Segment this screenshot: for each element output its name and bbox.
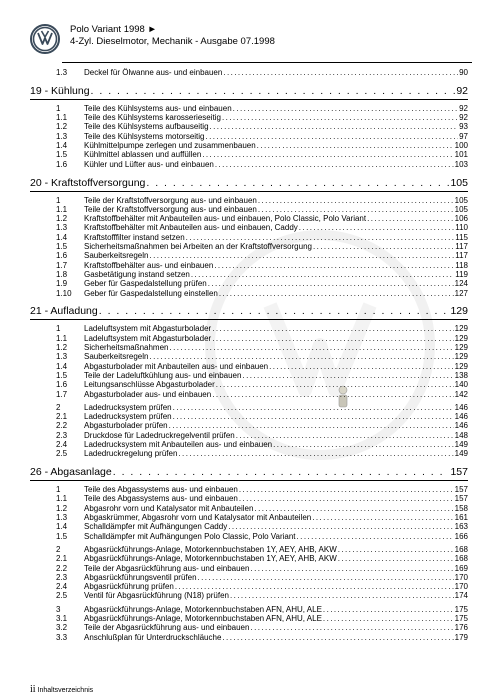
entry-page-number: 129 xyxy=(454,324,468,334)
entry-number: 2.1 xyxy=(56,412,68,422)
leader-dots xyxy=(297,532,454,541)
entry-title: Ladeluftsystem mit Abgasturbolader xyxy=(84,324,212,334)
entry-number: 1.2 xyxy=(56,122,68,132)
entry-title: Teile des Kühlsystems motorseitig xyxy=(84,131,205,141)
chapter-title: 19 - Kühlung xyxy=(30,84,90,97)
toc-entry[interactable] xyxy=(30,150,468,159)
leader-dots xyxy=(149,251,454,260)
toc-entry[interactable] xyxy=(30,513,468,522)
entry-page-number: 129 xyxy=(454,352,468,362)
leader-dots xyxy=(367,214,454,223)
chapter-page-number: 157 xyxy=(450,466,468,479)
toc-entry[interactable] xyxy=(30,68,468,77)
entry-number: 3 xyxy=(56,604,61,614)
leader-dots xyxy=(149,352,453,361)
entry-title: Sauberkeitsregeln xyxy=(84,251,149,261)
entry-title: Abgasrückführung prüfen xyxy=(84,582,174,592)
toc-entry[interactable] xyxy=(30,380,468,389)
toc-entry[interactable] xyxy=(30,440,468,449)
entry-title: Teile des Kühlsystems aus- und einbauen xyxy=(84,103,232,113)
leader-dots xyxy=(206,132,459,141)
entry-page-number: 149 xyxy=(454,439,468,449)
entry-page-number: 119 xyxy=(455,269,468,279)
toc-chapter[interactable] xyxy=(30,177,468,189)
entry-title: Teile der Ladeluftkühlung aus- und einbauen xyxy=(84,370,242,380)
toc-entry[interactable] xyxy=(30,532,468,541)
toc-entry[interactable] xyxy=(30,494,468,503)
chapter-title: 20 - Kraftstoffversorgung xyxy=(30,176,146,189)
header-subtitle: 4-Zyl. Dieselmotor, Mechanik - Ausgabe 07.1998 xyxy=(70,36,275,47)
entry-title: Abgasturbolader aus- und einbauen xyxy=(84,389,212,399)
entry-page-number: 129 xyxy=(454,361,468,371)
entry-number: 1.10 xyxy=(56,288,72,298)
entry-page-number: 170 xyxy=(454,572,468,582)
entry-number: 1.2 xyxy=(56,214,68,224)
leader-dots xyxy=(178,449,453,458)
toc-entry[interactable] xyxy=(30,485,468,494)
entry-title: Kraftstoffbehälter mit Anbauteilen aus- und einbauen, Polo Classic, Polo Variant xyxy=(84,214,367,224)
toc-entry[interactable] xyxy=(30,214,468,223)
toc-entry[interactable] xyxy=(30,261,468,270)
leader-dots xyxy=(219,289,454,298)
toc-entry[interactable] xyxy=(30,504,468,513)
entry-title: Kraftstofffilter instand setzen xyxy=(84,232,185,242)
entry-page-number: 115 xyxy=(455,232,468,242)
entry-number: 1.1 xyxy=(56,113,68,123)
entry-title: Abgasrückführungs-Anlage, Motorkennbuchstaben AFN, AHU, ALE xyxy=(84,604,322,614)
leader-dots xyxy=(228,522,453,531)
entry-number: 1.6 xyxy=(56,159,68,169)
entry-title: Deckel für Ölwanne aus- und einbauen xyxy=(84,68,223,77)
toc-chapter[interactable] xyxy=(30,466,468,478)
entry-number: 2 xyxy=(56,402,61,412)
toc-entry[interactable] xyxy=(30,449,468,458)
table-of-contents xyxy=(30,68,468,642)
entry-title: Kühlmittel ablassen und auffüllen xyxy=(84,150,202,160)
entry-page-number: 106 xyxy=(454,214,468,224)
toc-entry[interactable] xyxy=(30,564,468,573)
entry-title: Teile der Abgasrückführung aus- und einbauen xyxy=(84,623,250,633)
entry-page-number: 163 xyxy=(454,522,468,532)
entry-page-number: 92 xyxy=(459,103,468,113)
header-model-title: Polo Variant 1998 ► xyxy=(70,24,157,35)
entry-number: 1 xyxy=(56,195,61,205)
entry-number: 2.1 xyxy=(56,554,68,564)
page-footer xyxy=(30,685,93,695)
entry-title: Geber für Gaspedalstellung prüfen xyxy=(84,279,207,289)
entry-page-number: 140 xyxy=(454,380,468,390)
entry-number: 2.3 xyxy=(56,572,68,582)
entry-page-number: 174 xyxy=(454,591,468,601)
entry-page-number: 124 xyxy=(454,279,468,289)
entry-page-number: 175 xyxy=(454,614,468,624)
entry-page-number: 168 xyxy=(454,554,468,564)
entry-number: 1.7 xyxy=(56,260,68,270)
toc-entry[interactable] xyxy=(30,623,468,632)
leader-dots xyxy=(173,403,454,412)
leader-dots xyxy=(91,85,456,97)
entry-page-number: 110 xyxy=(455,223,468,233)
entry-number: 1.5 xyxy=(56,150,68,160)
leader-dots xyxy=(257,141,454,150)
entry-page-number: 175 xyxy=(454,604,468,614)
entry-page-number: 166 xyxy=(454,531,468,541)
entry-page-number: 100 xyxy=(454,141,468,151)
entry-title: Kühler und Lüfter aus- und einbauen xyxy=(84,159,214,169)
entry-page-number: 149 xyxy=(454,449,468,459)
entry-number: 1 xyxy=(56,324,61,334)
entry-number: 1 xyxy=(56,103,61,113)
entry-title: Abgasrohr vorn und Katalysator mit Anbauteilen xyxy=(84,503,254,513)
toc-entry[interactable] xyxy=(30,431,468,440)
toc-entry[interactable] xyxy=(30,289,468,298)
leader-dots xyxy=(198,573,454,582)
vw-logo xyxy=(30,24,60,54)
entry-title: Schalldämpfer mit Aufhängungen Polo Classic, Polo Variant xyxy=(84,531,296,541)
entry-page-number: 157 xyxy=(454,485,468,495)
entry-title: Abgaskrümmer, Abgasrohr vorn und Katalysator mit Anbauteilen xyxy=(84,513,312,523)
leader-dots xyxy=(239,494,454,503)
entry-number: 1.2 xyxy=(56,343,68,353)
entry-number: 2.5 xyxy=(56,449,68,459)
leader-dots xyxy=(323,605,454,614)
entry-number: 1.9 xyxy=(56,279,68,289)
entry-number: 2.2 xyxy=(56,421,68,431)
toc-entry[interactable] xyxy=(30,205,468,214)
toc-entry[interactable] xyxy=(30,196,468,205)
entry-page-number: 146 xyxy=(454,412,468,422)
toc-entry[interactable] xyxy=(30,270,468,279)
leader-dots xyxy=(212,390,453,399)
chapter-page-number: 105 xyxy=(450,176,468,189)
footer-page-number: ii xyxy=(30,684,36,695)
toc-entry[interactable] xyxy=(30,132,468,141)
entry-number: 2 xyxy=(56,544,61,554)
entry-title: Teile der Kraftstoffversorgung aus- und einbauen xyxy=(84,195,257,205)
entry-title: Abgasturbolader mit Anbauteilen aus- und einbauen xyxy=(84,361,269,371)
header-rule xyxy=(62,62,472,63)
footer-label: Inhaltsverzeichnis xyxy=(37,687,94,694)
entry-number: 1.1 xyxy=(56,204,68,214)
entry-title: Geber für Gaspedalstellung einstellen xyxy=(84,288,218,298)
entry-title: Teile des Kühlsystems karosserieseitig xyxy=(84,113,221,123)
toc-entry[interactable] xyxy=(30,113,468,122)
toc-entry[interactable] xyxy=(30,160,468,169)
toc-entry[interactable] xyxy=(30,334,468,343)
entry-page-number: 157 xyxy=(454,494,468,504)
entry-page-number: 168 xyxy=(454,544,468,554)
entry-number: 1.5 xyxy=(56,531,68,541)
leader-dots xyxy=(254,504,453,513)
leader-dots xyxy=(169,421,454,430)
entry-page-number: 117 xyxy=(455,242,468,252)
entry-number: 1.3 xyxy=(56,68,68,77)
entry-page-number: 146 xyxy=(454,421,468,431)
leader-dots xyxy=(215,160,454,169)
entry-title: Abgasrückführungs-Anlage, Motorkennbuchstaben AFN, AHU, ALE xyxy=(84,614,322,624)
entry-title: Teile der Abgasrückführung aus- und einbauen xyxy=(84,563,250,573)
toc-entry[interactable] xyxy=(30,605,468,614)
chapter-title: 26 - Abgasanlage xyxy=(30,466,112,479)
toc-entry[interactable] xyxy=(30,614,468,623)
entry-page-number: 97 xyxy=(459,131,468,141)
leader-dots xyxy=(208,279,454,288)
leader-dots xyxy=(169,343,453,352)
toc-entry[interactable] xyxy=(30,223,468,232)
toc-entry[interactable] xyxy=(30,352,468,361)
chapter-page-number: 129 xyxy=(450,305,468,318)
entry-number: 1.8 xyxy=(56,269,68,279)
entry-title: Sauberkeitsregeln xyxy=(84,352,149,362)
toc-entry[interactable] xyxy=(30,141,468,150)
entry-page-number: 170 xyxy=(454,582,468,592)
entry-title: Druckdose für Ladedruckregelventil prüfen xyxy=(84,430,235,440)
leader-dots xyxy=(299,223,454,232)
leader-dots xyxy=(312,513,453,522)
entry-title: Anschlußplan für Unterdruckschläuche xyxy=(84,632,222,642)
leader-dots xyxy=(269,362,454,371)
leader-dots xyxy=(186,233,455,242)
toc-entry[interactable] xyxy=(30,633,468,642)
leader-dots xyxy=(239,485,454,494)
entry-number: 2.2 xyxy=(56,563,68,573)
leader-dots xyxy=(273,440,454,449)
toc-entry[interactable] xyxy=(30,279,468,288)
entry-title: Sicherheitsmaßnahmen bei Arbeiten an der Kraftstoffversorgung xyxy=(84,242,312,252)
toc-entry[interactable] xyxy=(30,324,468,333)
entry-title: Ladedruckregelung prüfen xyxy=(84,449,178,459)
toc-entry[interactable] xyxy=(30,233,468,242)
toc-entry[interactable] xyxy=(30,343,468,352)
entry-title: Ladedrucksystem prüfen xyxy=(84,402,172,412)
entry-title: Kraftstoffbehälter mit Anbauteilen aus- und einbauen, Caddy xyxy=(84,223,298,233)
chapter-rule xyxy=(30,99,468,100)
entry-title: Ventil für Abgasrückführung (N18) prüfen xyxy=(84,591,229,601)
entry-page-number: 129 xyxy=(454,343,468,353)
leader-dots xyxy=(258,196,454,205)
toc-entry[interactable] xyxy=(30,573,468,582)
chapter-page-number: 92 xyxy=(456,84,468,97)
leader-dots xyxy=(338,554,454,563)
leader-dots xyxy=(210,122,459,131)
leader-dots xyxy=(223,68,458,77)
entry-page-number: 158 xyxy=(454,503,468,513)
chapter-title: 21 - Aufladung xyxy=(30,305,98,318)
toc-entry[interactable] xyxy=(30,403,468,412)
leader-dots xyxy=(212,324,453,333)
toc-entry[interactable] xyxy=(30,390,468,399)
entry-title: Abgasrückführungsventil prüfen xyxy=(84,572,197,582)
entry-title: Sicherheitsmaßnahmen xyxy=(84,343,169,353)
entry-title: Kraftstoffbehälter aus- und einbauen xyxy=(84,260,214,270)
entry-number: 1.3 xyxy=(56,223,68,233)
toc-entry[interactable] xyxy=(30,545,468,554)
entry-title: Leitungsanschlüsse Abgasturbolader xyxy=(84,380,215,390)
entry-number: 1.4 xyxy=(56,141,68,151)
toc-entry[interactable] xyxy=(30,591,468,600)
entry-page-number: 179 xyxy=(454,632,468,642)
entry-number: 3.2 xyxy=(56,623,68,633)
toc-entry[interactable] xyxy=(30,104,468,113)
chapter-rule xyxy=(30,480,468,481)
leader-dots xyxy=(146,177,449,189)
entry-title: Teile des Abgassystems aus- und einbauen xyxy=(84,485,238,495)
entry-number: 1.3 xyxy=(56,131,68,141)
leader-dots xyxy=(242,371,453,380)
entry-page-number: 176 xyxy=(454,623,468,633)
toc-chapter[interactable] xyxy=(30,85,468,97)
entry-title: Abgasrückführungs-Anlage, Motorkennbuchstaben 1Y, AEY, AHB, AKW xyxy=(84,544,337,554)
entry-title: Ladedrucksystem prüfen xyxy=(84,412,172,422)
leader-dots xyxy=(222,113,458,122)
toc-entry[interactable] xyxy=(30,412,468,421)
entry-page-number: 169 xyxy=(454,563,468,573)
entry-number: 1.5 xyxy=(56,242,68,252)
chapter-rule xyxy=(30,319,468,320)
leader-dots xyxy=(216,380,454,389)
entry-page-number: 146 xyxy=(454,402,468,412)
toc-entry[interactable] xyxy=(30,522,468,531)
entry-title: Abgasturbolader prüfen xyxy=(84,421,168,431)
entry-page-number: 92 xyxy=(459,113,468,123)
entry-page-number: 161 xyxy=(454,513,468,523)
entry-number: 1.3 xyxy=(56,513,68,523)
entry-number: 1.5 xyxy=(56,370,68,380)
entry-number: 1.2 xyxy=(56,503,68,513)
entry-title: Ladeluftsystem mit Abgasturbolader xyxy=(84,333,212,343)
entry-number: 1.6 xyxy=(56,251,68,261)
leader-dots xyxy=(212,334,453,343)
page-header xyxy=(30,24,470,64)
entry-title: Teile des Abgassystems aus- und einbauen xyxy=(84,494,238,504)
entry-number: 1 xyxy=(56,485,61,495)
leader-dots xyxy=(233,104,458,113)
entry-page-number: 105 xyxy=(454,204,468,214)
entry-number: 1.3 xyxy=(56,352,68,362)
entry-page-number: 127 xyxy=(454,288,468,298)
entry-page-number: 93 xyxy=(459,122,468,132)
entry-number: 3.1 xyxy=(56,614,68,624)
leader-dots xyxy=(258,205,454,214)
toc-entry[interactable] xyxy=(30,242,468,251)
entry-page-number: 117 xyxy=(455,251,468,261)
entry-title: Teile der Kraftstoffversorgung aus- und einbauen xyxy=(84,204,257,214)
leader-dots xyxy=(236,431,454,440)
toc-entry[interactable] xyxy=(30,251,468,260)
toc-entry[interactable] xyxy=(30,122,468,131)
entry-number: 1.7 xyxy=(56,389,68,399)
entry-number: 1.4 xyxy=(56,361,68,371)
entry-title: Gasbetätigung instand setzen xyxy=(84,269,190,279)
toc-entry[interactable] xyxy=(30,582,468,591)
entry-page-number: 129 xyxy=(454,333,468,343)
entry-page-number: 105 xyxy=(454,195,468,205)
leader-dots xyxy=(222,633,453,642)
toc-chapter[interactable] xyxy=(30,305,468,317)
entry-page-number: 148 xyxy=(454,430,468,440)
leader-dots xyxy=(99,305,450,317)
leader-dots xyxy=(191,270,454,279)
entry-number: 2.4 xyxy=(56,439,68,449)
entry-number: 1.4 xyxy=(56,232,68,242)
leader-dots xyxy=(202,150,453,159)
entry-page-number: 138 xyxy=(454,370,468,380)
entry-title: Kühlmittelpumpe zerlegen und zusammenbauen xyxy=(84,141,256,151)
entry-number: 1.4 xyxy=(56,522,68,532)
toc-entry[interactable] xyxy=(30,421,468,430)
leader-dots xyxy=(173,412,454,421)
toc-entry[interactable] xyxy=(30,554,468,563)
toc-entry[interactable] xyxy=(30,371,468,380)
entry-page-number: 103 xyxy=(454,159,468,169)
entry-title: Schalldämpfer mit Aufhängungen Caddy xyxy=(84,522,228,532)
entry-title: Abgasrückführungs-Anlage, Motorkennbuchstaben 1Y, AEY, AHB, AKW xyxy=(84,554,337,564)
entry-page-number: 90 xyxy=(459,68,468,77)
entry-page-number: 142 xyxy=(454,389,468,399)
entry-number: 1.1 xyxy=(56,333,68,343)
leader-dots xyxy=(250,623,453,632)
leader-dots xyxy=(175,582,454,591)
leader-dots xyxy=(250,564,453,573)
leader-dots xyxy=(230,591,454,600)
entry-title: Teile des Kühlsystems aufbauseitig xyxy=(84,122,209,132)
leader-dots xyxy=(313,242,454,251)
entry-page-number: 101 xyxy=(454,150,468,160)
leader-dots xyxy=(338,545,454,554)
entry-page-number: 118 xyxy=(455,260,468,270)
chapter-rule xyxy=(30,191,468,192)
entry-number: 2.3 xyxy=(56,430,68,440)
leader-dots xyxy=(323,614,454,623)
entry-number: 3.3 xyxy=(56,632,68,642)
entry-number: 2.4 xyxy=(56,582,68,592)
toc-entry[interactable] xyxy=(30,362,468,371)
entry-title: Ladedrucksystem mit Anbauteilen aus- und einbauen xyxy=(84,439,273,449)
leader-dots xyxy=(214,261,454,270)
entry-number: 1.6 xyxy=(56,380,68,390)
entry-number: 2.5 xyxy=(56,591,68,601)
entry-number: 1.1 xyxy=(56,494,68,504)
leader-dots xyxy=(113,466,450,478)
